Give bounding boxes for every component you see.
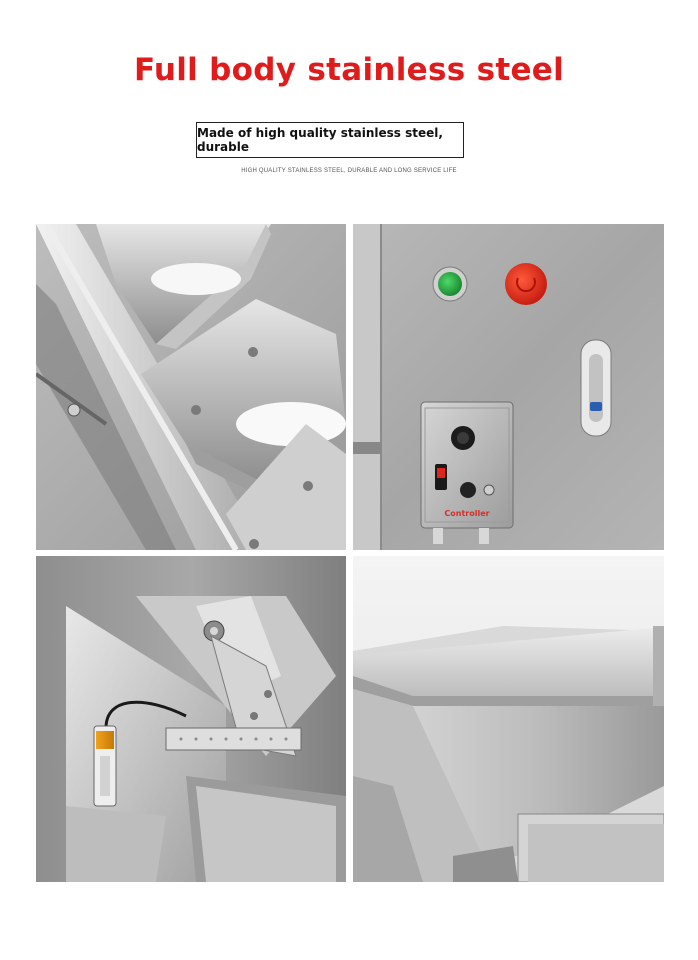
photo-elevator-buckets (36, 224, 346, 550)
caption-text: HIGH QUALITY STAINLESS STEEL, DURABLE AND LONG SERVICE LIFE (241, 168, 457, 174)
subtitle-text: Made of high quality stainless steel, durable (197, 126, 443, 154)
page-title: Full body stainless steel (133, 52, 565, 88)
subtitle-box (196, 122, 464, 158)
controller-label: Controller (444, 509, 490, 518)
photo-control-panel (353, 224, 664, 550)
photo-hopper (353, 556, 664, 882)
photo-sensor-chute (36, 556, 346, 882)
